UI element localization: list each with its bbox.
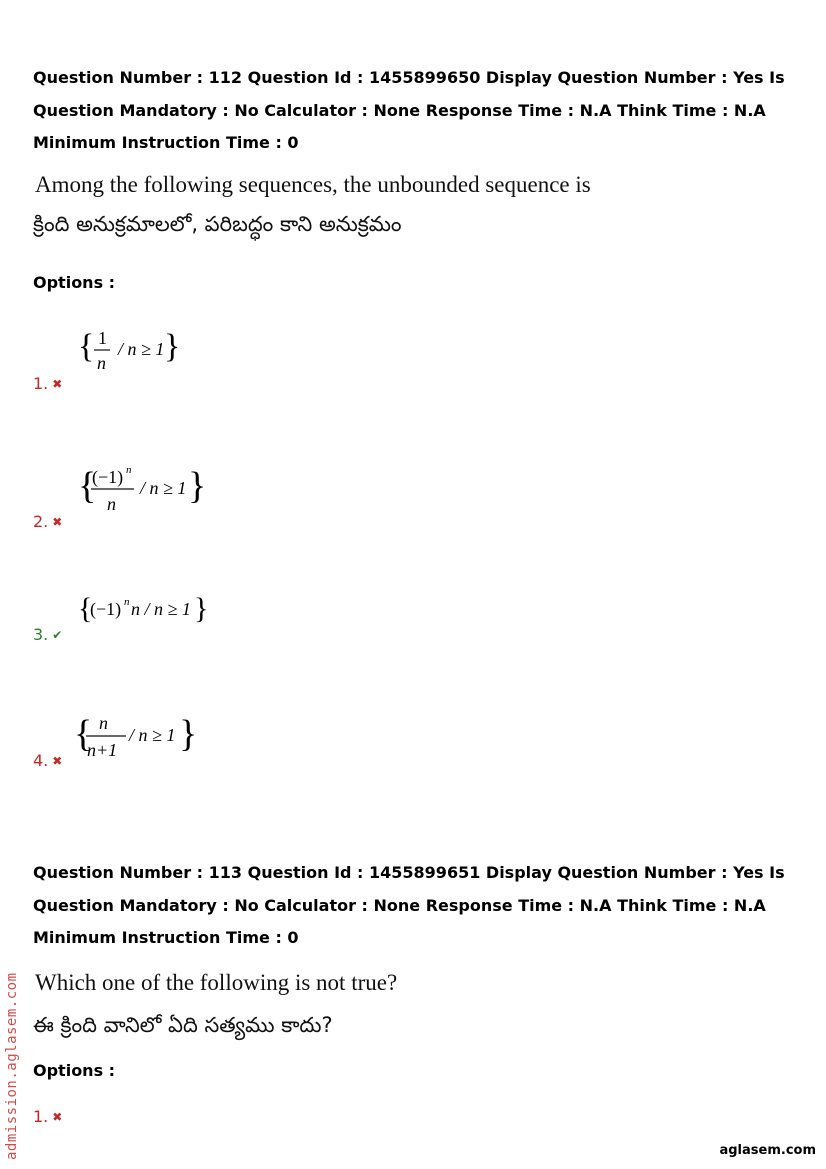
fraction-numerator: n [99,713,108,733]
options-label-112: Options : [33,273,116,292]
exponent: n [124,596,130,608]
option-3-math [78,590,208,630]
tail: n / n ≥ 1 [131,599,191,619]
close-brace: } [188,465,207,507]
fraction-numerator: 1 [98,328,107,348]
option-3-number[interactable] [33,625,62,644]
option-1-number[interactable] [33,374,62,393]
close-brace: } [179,713,198,755]
option-4-number[interactable] [33,751,62,770]
question-meta-113: Question Number : 113 Question Id : 1455899651 Display Question Number : Yes Is Question Mandatory : No Calculator : None Response Time : N.A Think Time : N.A Minimum Instruction Time : 0 [33,863,785,947]
option-2-number[interactable] [33,512,62,531]
question-text-te-113: ఈ క్రింది వానిలో ఏది సత్యము కాదు? [33,1013,333,1037]
question-meta-112: Question Number : 112 Question Id : 1455899650 Display Question Number : Yes Is Question Mandatory : No Calculator : None Response Time : N.A Think Time : N.A Minimum Instruction Time : 0 [33,68,785,152]
condition: / n ≥ 1 [118,339,165,359]
base: (−1) [90,599,122,619]
open-brace: { [78,328,95,365]
fraction-denominator: n [97,353,106,373]
numerator-exponent: n [126,464,132,476]
option-3-formula [78,590,208,630]
condition: / n ≥ 1 [140,478,187,498]
option-number-label: 1. [33,374,49,393]
fraction-denominator: n+1 [87,740,118,760]
cross-icon: ✖ [52,754,63,768]
option-4-math [74,706,199,764]
open-brace: { [74,713,93,755]
cross-icon: ✖ [52,515,63,529]
option-number-label: 4. [33,751,49,770]
options-label-113: Options : [33,1061,116,1080]
fraction-denominator: n [107,494,116,514]
option-number-label: 1. [33,1107,49,1126]
option-2-formula [78,458,208,516]
open-brace: { [78,592,93,625]
option-1-math [78,322,181,374]
question-text-en-112: Among the following sequences, the unbounded sequence is [35,172,591,197]
option-1-number-q113[interactable] [33,1107,62,1126]
watermark: admission.aglasem.com [4,972,20,1160]
option-number-label: 3. [33,625,49,644]
cross-icon: ✖ [52,377,63,391]
option-4-formula [74,706,199,764]
option-number-label: 2. [33,512,49,531]
option-1-formula [78,322,181,374]
open-brace: { [78,465,97,507]
cross-icon: ✖ [52,1110,63,1124]
option-2-math [78,458,208,516]
footer-brand: aglasem.com [719,1143,816,1158]
condition: / n ≥ 1 [129,725,176,745]
close-brace: } [194,592,209,625]
fraction-numerator: (−1) [92,467,124,487]
question-text-en-113: Which one of the following is not true? [35,970,398,995]
question-text-te-112: క్రింది అనుక్రమాలలో, పరిబద్ధం కాని అనుక్రమం [33,212,402,236]
close-brace: } [164,328,181,365]
check-icon: ✔ [52,628,63,642]
